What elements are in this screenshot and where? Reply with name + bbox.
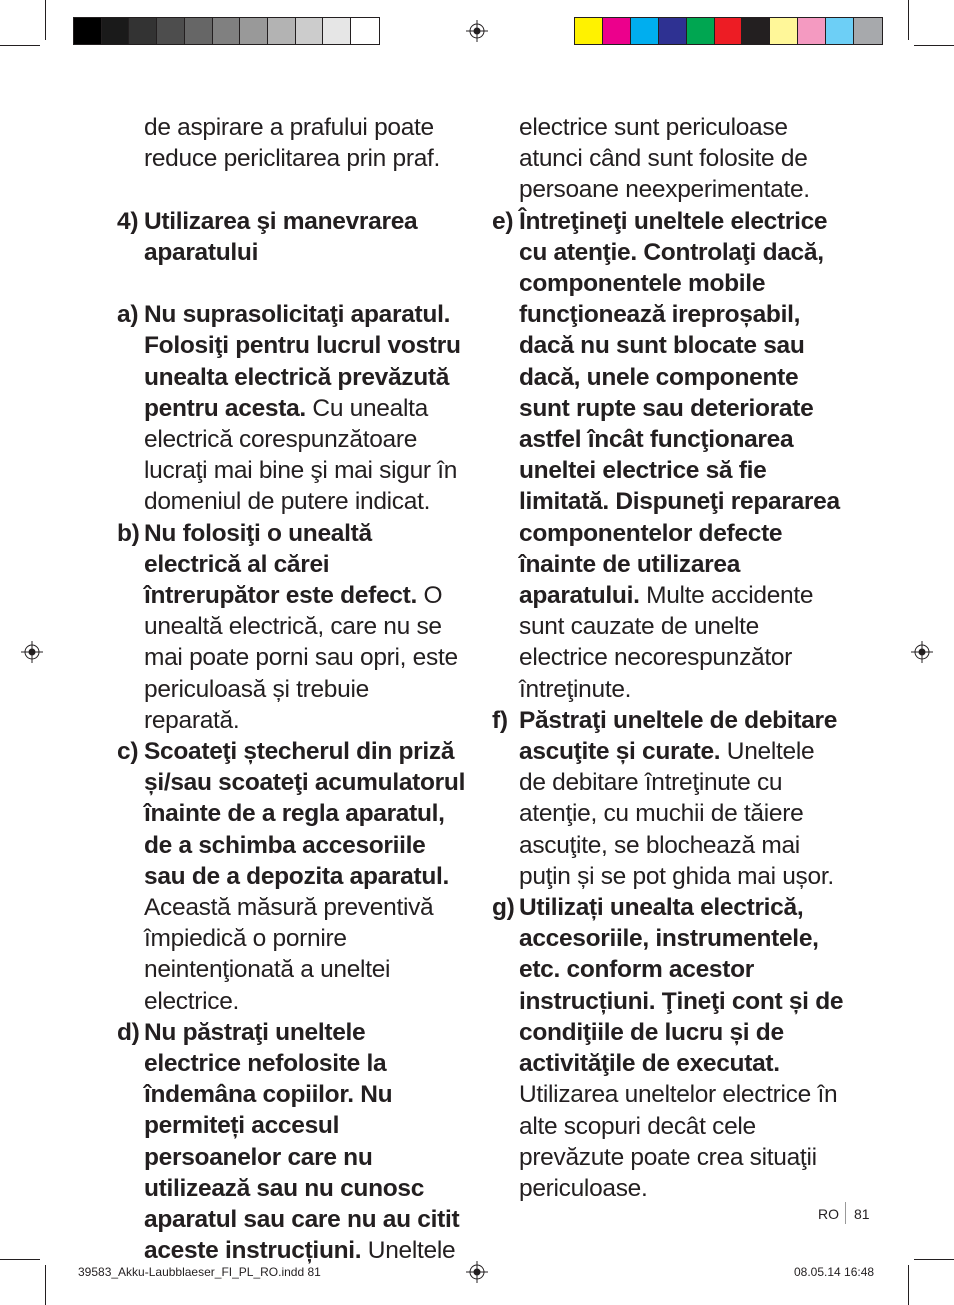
list-item-label: b) <box>117 519 140 547</box>
list-item-bold-text: Nu suprasolicitaţi aparatul. Folosiţi pentru lucrul vostru unealta electrică prevăzută pentru acesta. <box>144 301 461 422</box>
color-swatch <box>185 18 213 44</box>
list-item-text: Cu unealta electrică corespunzătoare lucraţi mai bine şi mai sigur în domeniul de putere indicat. <box>144 394 458 516</box>
right-column <box>492 112 844 1204</box>
color-swatch <box>296 18 324 44</box>
list-item-label: a) <box>117 301 139 329</box>
page-number: 81 <box>854 1206 870 1222</box>
list-item-bold-text: Utilizați unealta electrică, accesoriile, instrumentele, etc. conform acestor instrucțiuni. Ţineţi cont și de condiţiile de lucru și de activităţile de executat. <box>519 894 844 1078</box>
list-item-e <box>492 206 844 705</box>
list-item-label: g) <box>492 894 515 922</box>
page-footer <box>818 1206 870 1222</box>
color-swatch <box>268 18 296 44</box>
section-heading <box>117 206 467 268</box>
color-swatch <box>351 18 379 44</box>
color-swatch <box>240 18 268 44</box>
list-item-text: O unealtă electrică, care nu se mai poate porni sau opri, este periculoasă și trebuie reparată. <box>144 582 458 734</box>
list-item-text: Uneltele de debitare întreţinute cu atenţie, cu muchii de tăiere ascuţite, se blochează mai puţin și se pot ghida mai ușor. <box>519 738 834 890</box>
color-swatch <box>854 18 882 44</box>
list-item-d <box>117 1017 467 1267</box>
color-swatch <box>798 18 826 44</box>
list-item-text: Uneltele <box>361 1237 456 1265</box>
color-swatch <box>603 18 631 44</box>
color-swatch <box>742 18 770 44</box>
list-item-a <box>117 299 467 517</box>
slug-filename: 39583_Akku-Laubblaeser_FI_PL_RO.indd 81 <box>78 1265 321 1279</box>
section-number: 4) <box>117 207 139 235</box>
list-item-label: d) <box>117 1018 140 1046</box>
list-item-label: c) <box>117 738 139 766</box>
list-item-g <box>492 892 844 1204</box>
color-swatch <box>74 18 102 44</box>
color-swatch <box>129 18 157 44</box>
list-item-label: e) <box>492 207 514 235</box>
list-item-bold-text: Scoateţi ștecherul din priză și/sau scoateţi acumulatorul înainte de a regla aparatul, de a schimba accesoriile sau de a depozita aparatul. <box>144 738 466 890</box>
list-item-c <box>117 736 467 1017</box>
list-item-text: Utilizarea uneltelor electrice în alte scopuri decât cele prevăzute poate crea situaţii periculoase. <box>519 1081 838 1202</box>
continuation-paragraph: electrice sunt periculoase atunci când sunt folosite de persoane neexperimentate. <box>519 114 810 204</box>
slug-datetime: 08.05.14 16:48 <box>794 1265 875 1279</box>
registration-mark-icon <box>466 1261 488 1283</box>
color-swatch <box>631 18 659 44</box>
list-item-text: Multe accidente sunt cauzate de unelte electrice necorespunzător întreţinute. <box>519 582 814 703</box>
color-swatch <box>157 18 185 44</box>
color-swatch <box>659 18 687 44</box>
color-swatch <box>213 18 241 44</box>
color-swatch <box>715 18 743 44</box>
color-swatch <box>575 18 603 44</box>
list-item-b <box>117 518 467 736</box>
list-item-label: f) <box>492 706 508 734</box>
grayscale-color-bar <box>73 17 380 45</box>
list-item-bold-text: Nu folosiţi o unealtă electrică al cărei întrerupător este defect. <box>144 519 417 610</box>
left-column <box>117 112 467 1266</box>
section-title: Utilizarea şi manevrarea aparatului <box>144 207 418 266</box>
color-swatch <box>102 18 130 44</box>
color-swatch <box>770 18 798 44</box>
registration-mark-icon <box>21 641 43 663</box>
process-color-bar <box>574 17 883 45</box>
list-item-bold-text: Nu păstraţi uneltele electrice nefolosite la îndemâna copiilor. Nu permiteți accesul persoanelor care nu utilizează sau nu cunosc aparatul sau care nu au citit aceste instrucțiuni. <box>144 1018 460 1265</box>
list-item-f <box>492 705 844 892</box>
list-item-bold-text: Păstraţi uneltele de debitare ascuţite și curate. <box>519 706 838 766</box>
intro-paragraph: de aspirare a prafului poate reduce periclitarea prin praf. <box>144 114 441 173</box>
registration-mark-icon <box>911 641 933 663</box>
color-swatch <box>687 18 715 44</box>
language-code: RO <box>818 1206 839 1222</box>
color-swatch <box>826 18 854 44</box>
list-item-text: Această măsură preventivă împiedică o pornire neintenţionată a uneltei electrice. <box>144 894 434 1015</box>
footer-divider <box>845 1202 846 1224</box>
color-swatch <box>323 18 351 44</box>
list-item-bold-text: Întreţineţi uneltele electrice cu atenţie. Controlaţi dacă, componentele mobile funcţionează ireproșabil, dacă nu sunt blocate sau dacă, unele componente sunt rupte sau deteriorate astfel încât funcţionarea uneltei electrice să fie limitată. Dispuneţi repararea componentelor defecte înainte de utilizarea aparatului. <box>519 207 840 610</box>
registration-mark-icon <box>466 20 488 42</box>
